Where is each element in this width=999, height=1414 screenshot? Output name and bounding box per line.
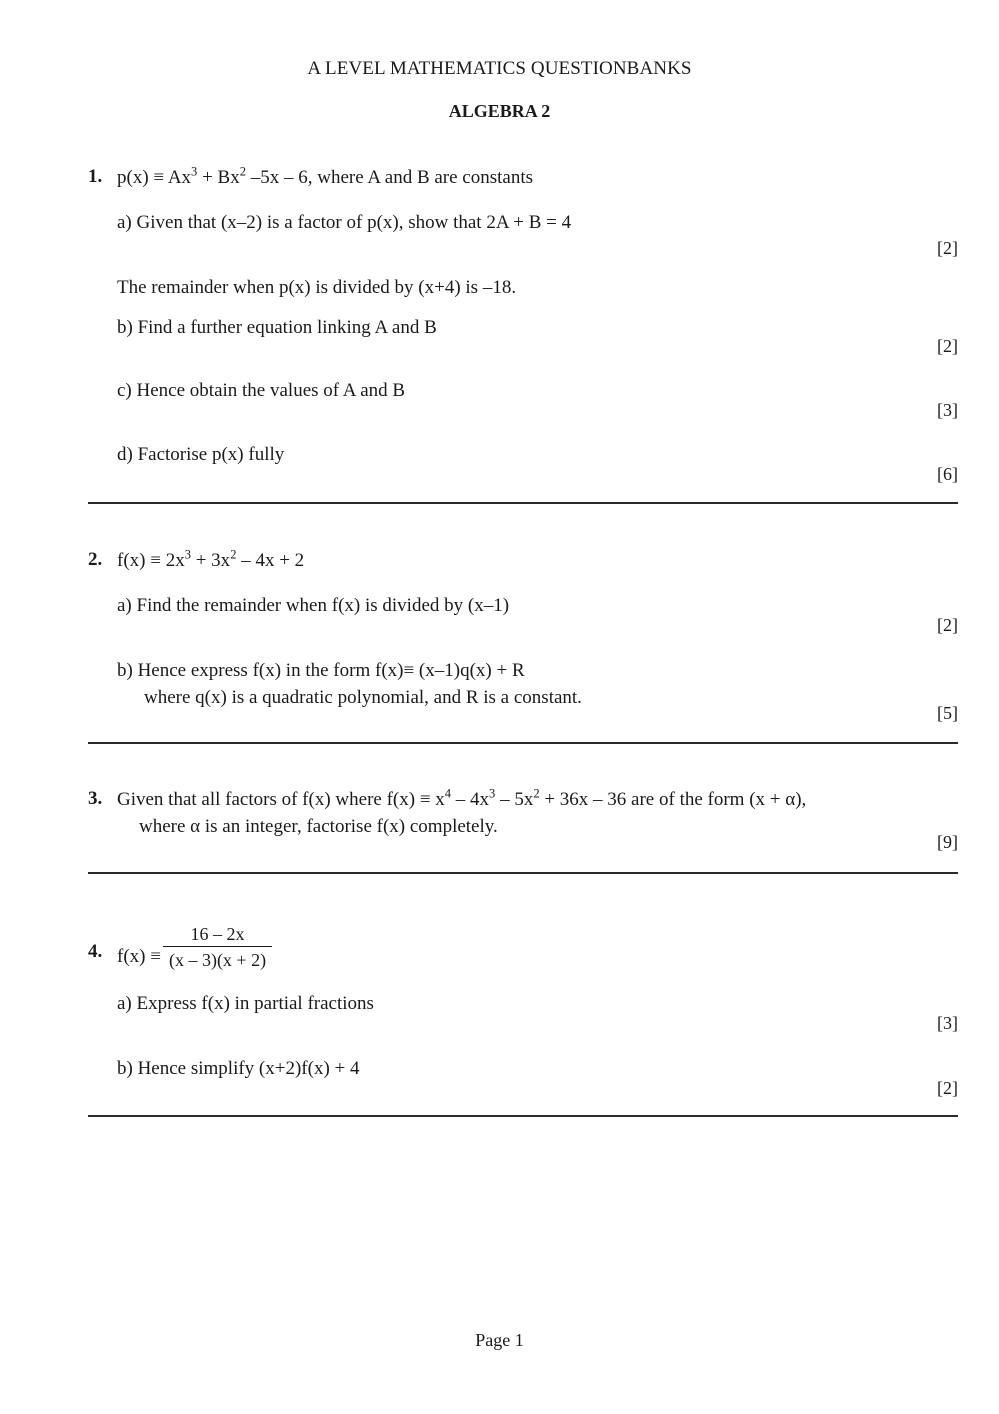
part-row [117, 657, 958, 711]
part-text: Find a further equation linking A and B [137, 317, 437, 338]
question-1-part-a [88, 209, 958, 236]
marks-badge: [2] [937, 1078, 958, 1098]
stem-suffix: – 4x + 2 [236, 550, 305, 571]
marks-badge: [2] [937, 336, 958, 356]
exponent: 2 [230, 547, 237, 562]
question-4 [88, 924, 958, 973]
question-4-part-b [88, 1055, 958, 1082]
part-text: Hence obtain the values of A and B [136, 380, 406, 401]
page-subtitle: ALGEBRA 2 [448, 101, 551, 121]
part-row [117, 377, 958, 404]
fraction [163, 923, 272, 972]
question-4-part-a [88, 990, 958, 1017]
part-label: b) [117, 1058, 133, 1079]
part-label: a) [117, 993, 132, 1014]
marks-badge: [5] [937, 703, 958, 723]
question-1-stem [88, 164, 958, 191]
section-divider-3 [88, 872, 958, 874]
question-1-number: 1. [88, 166, 103, 187]
question-1-part-d [88, 441, 958, 468]
part-text: Find the remainder when f(x) is divided by (x–1) [136, 595, 510, 616]
marks-badge: [2] [937, 615, 958, 635]
question-2-part-b [88, 657, 958, 711]
stem-part-b: – 4x [451, 789, 490, 810]
question-4-number: 4. [88, 941, 103, 962]
fraction-numerator: 16 – 2x [163, 923, 272, 947]
question-3-stem-text [117, 786, 958, 840]
part-text: Hence express f(x) in the form f(x)≡ (x–1)q(x) + R [137, 660, 525, 681]
question-1-stem-text [117, 164, 958, 191]
stem-mid: + Bx [197, 167, 240, 188]
question-1 [88, 164, 958, 191]
part-row [117, 314, 958, 341]
question-2-part-a [88, 592, 958, 619]
part-text: Express f(x) in partial fractions [136, 993, 374, 1014]
question-3 [88, 786, 958, 840]
section-divider-1 [88, 502, 958, 504]
marks-badge: [6] [937, 464, 958, 484]
note-text: The remainder when p(x) is divided by (x+4) is –18. [117, 277, 517, 298]
question-1-part-b [88, 314, 958, 341]
part-label: a) [117, 212, 132, 233]
exponent: 4 [444, 786, 452, 801]
exponent: 3 [489, 786, 496, 801]
marks-badge: [3] [937, 400, 958, 420]
question-2-stem-text [117, 547, 958, 574]
question-4-stem-text [117, 924, 958, 973]
part-text: Hence simplify (x+2)f(x) + 4 [137, 1058, 360, 1079]
section-divider-4 [88, 1115, 958, 1117]
note-row [117, 274, 958, 301]
stem-prefix: p(x) ≡ Ax [117, 167, 192, 188]
part-row [117, 441, 958, 468]
exponent: 3 [184, 547, 191, 562]
marks-badge: [2] [937, 238, 958, 258]
part-label: a) [117, 595, 132, 616]
part-label: d) [117, 444, 133, 465]
stem-prefix: f(x) ≡ [117, 946, 161, 967]
question-2 [88, 547, 958, 574]
part-text: Given that (x–2) is a factor of p(x), show that 2A + B = 4 [136, 212, 572, 233]
part-label: b) [117, 660, 133, 681]
fraction-denominator: (x – 3)(x + 2) [168, 950, 267, 970]
question-3-number: 3. [88, 788, 103, 809]
stem-prefix: f(x) ≡ 2x [117, 550, 185, 571]
part-text: Factorise p(x) fully [137, 444, 285, 465]
question-2-number: 2. [88, 549, 103, 570]
part-label: c) [117, 380, 132, 401]
part-row [117, 990, 958, 1017]
stem-part-c: – 5x [495, 789, 534, 810]
question-4-stem [88, 924, 958, 973]
page-footer: Page 1 [475, 1330, 524, 1350]
question-3-stem [88, 786, 958, 840]
page-title: A LEVEL MATHEMATICS QUESTIONBANKS [307, 58, 692, 79]
stem-line-2: where α is an integer, factorise f(x) completely. [139, 816, 498, 837]
stem-suffix: –5x – 6, where A and B are constants [245, 167, 534, 188]
part-row [117, 592, 958, 619]
marks-badge: [3] [937, 1013, 958, 1033]
part-row [117, 209, 958, 236]
exponent: 2 [239, 164, 246, 179]
question-1-part-c [88, 377, 958, 404]
stem-mid: + 3x [190, 550, 231, 571]
section-divider-2 [88, 742, 958, 744]
stem-part-d: + 36x – 36 are of the form (x + α), [539, 789, 807, 810]
question-1-note [88, 274, 958, 301]
part-label: b) [117, 317, 133, 338]
stem-part-a: Given that all factors of f(x) where f(x) ≡ x [117, 789, 445, 810]
exponent: 3 [191, 164, 198, 179]
question-2-stem [88, 547, 958, 574]
marks-badge: [9] [937, 832, 958, 852]
part-row [117, 1055, 958, 1082]
part-text-continued: where q(x) is a quadratic polynomial, and R is a constant. [144, 687, 582, 708]
exponent: 2 [533, 786, 540, 801]
